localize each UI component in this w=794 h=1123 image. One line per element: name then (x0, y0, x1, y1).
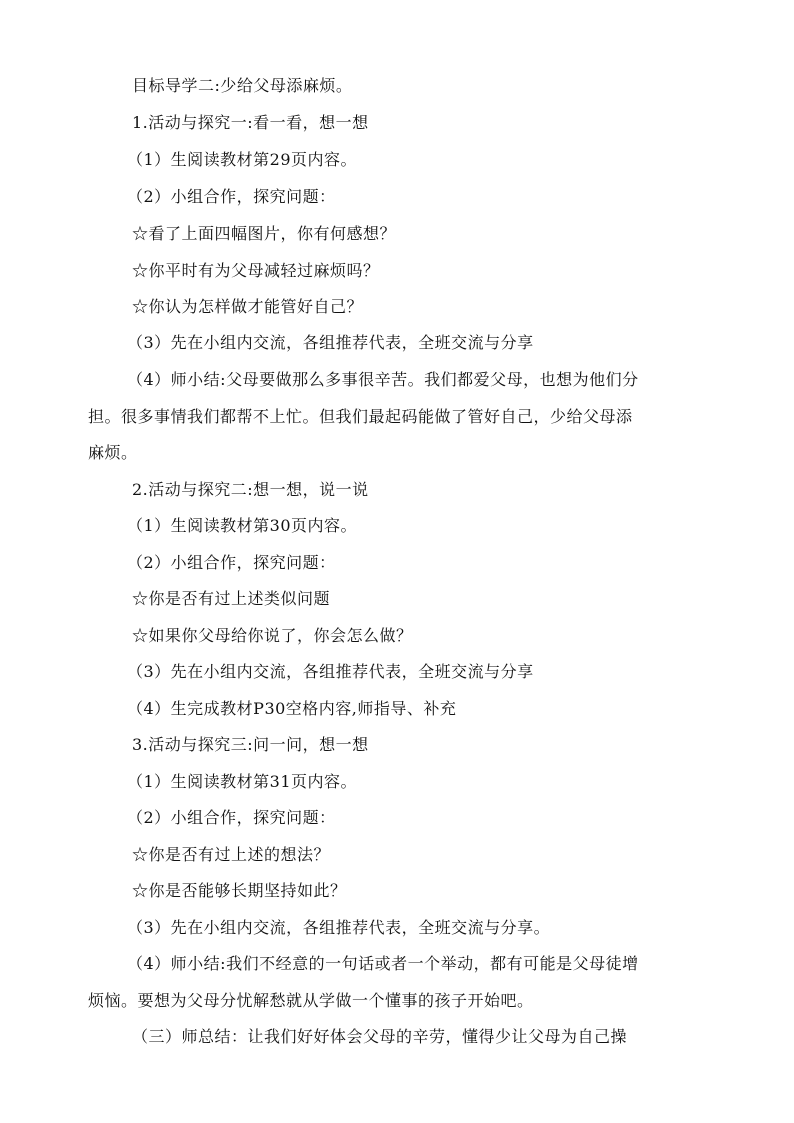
activity-heading: 2.活动与探究二:想一想，说一说 (132, 480, 369, 499)
question-item: ☆你是否有过上述类似问题 (132, 589, 331, 608)
summary-text: （4）师小结:我们不经意的一句话或者一个举动，都有可能是父母徒增 (127, 954, 639, 973)
step-text: （1）生阅读教材第30页内容。 (127, 516, 358, 535)
summary-text: （4）师小结:父母要做那么多事很辛苦。我们都爱父母，也想为他们分 (127, 370, 639, 389)
activity-heading: 3.活动与探究三:问一问，想一想 (132, 735, 369, 754)
step-text: （2）小组合作，探究问题： (127, 187, 336, 206)
step-text: （3）先在小组内交流，各组推荐代表，全班交流与分享 (127, 662, 534, 681)
summary-text: 麻烦。 (88, 443, 138, 462)
step-text: （1）生阅读教材第29页内容。 (127, 150, 358, 169)
step-text: （3）先在小组内交流，各组推荐代表，全班交流与分享。 (127, 918, 551, 937)
step-text: （1）生阅读教材第31页内容。 (127, 772, 358, 791)
question-item: ☆看了上面四幅图片，你有何感想？ (132, 224, 397, 243)
conclusion-text: （三）师总结：让我们好好体会父母的辛劳，懂得少让父母为自己操 (132, 1027, 628, 1046)
step-text: （2）小组合作，探究问题： (127, 808, 336, 827)
question-item: ☆你平时有为父母减轻过麻烦吗？ (132, 261, 380, 280)
question-item: ☆你是否有过上述的想法？ (132, 845, 331, 864)
step-text: （2）小组合作，探究问题： (127, 553, 336, 572)
summary-text: 烦恼。要想为父母分忧解愁就从学做一个懂事的孩子开始吧。 (88, 991, 534, 1010)
activity-heading: 1.活动与探究一:看一看，想一想 (132, 113, 369, 132)
summary-text: 担。很多事情我们都帮不上忙。但我们最起码能做了管好自己，少给父母添 (88, 407, 633, 426)
step-text: （3）先在小组内交流，各组推荐代表，全班交流与分享 (127, 333, 534, 352)
section-heading: 目标导学二:少给父母添麻烦。 (132, 76, 353, 95)
question-item: ☆你是否能够长期坚持如此？ (132, 881, 347, 900)
question-item: ☆你认为怎样做才能管好自己？ (132, 297, 364, 316)
question-item: ☆如果你父母给你说了，你会怎么做？ (132, 626, 413, 645)
step-text: （4）生完成教材P30空格内容,师指导、补充 (127, 699, 457, 718)
